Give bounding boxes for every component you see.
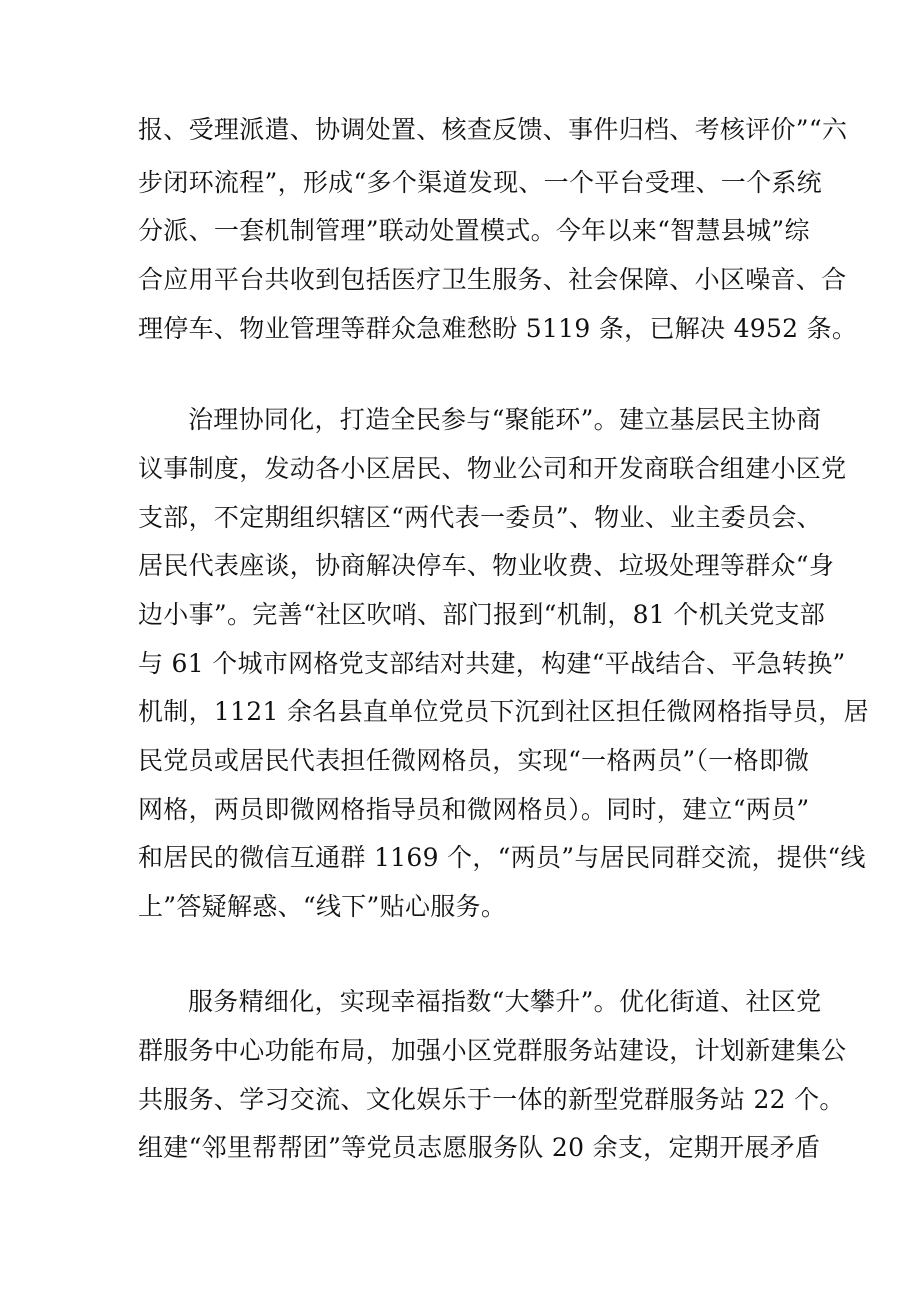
paragraph-line: 步闭环流程”，形成“多个渠道发现、一个平台受理、一个系统 bbox=[138, 168, 822, 197]
paragraph-line: 组建“邻里帮帮团”等党员志愿服务队 20 余支，定期开展矛盾 bbox=[138, 1133, 821, 1162]
paragraph-line: 支部，不定期组织辖区“两代表一委员”、物业、业主委员会、 bbox=[138, 503, 822, 532]
paragraph-line: 上”答疑解惑、“线下”贴心服务。 bbox=[138, 892, 507, 921]
paragraph-line: 群服务中心功能布局，加强小区党群服务站建设，计划新建集公 bbox=[138, 1036, 847, 1065]
paragraph-line: 报、受理派遣、协调处置、核查反馈、事件归档、考核评价”“六 bbox=[138, 115, 848, 144]
paragraph-line: 和居民的微信互通群 1169 个，“两员”与居民同群交流，提供“线 bbox=[138, 843, 866, 872]
paragraph-line: 合应用平台共收到包括医疗卫生服务、社会保障、小区噪音、合 bbox=[138, 265, 847, 294]
paragraph-line: 治理协同化，打造全民参与“聚能环”。建立基层民主协商 bbox=[188, 405, 822, 434]
paragraph-line: 服务精细化，实现幸福指数“大攀升”。优化街道、社区党 bbox=[188, 987, 822, 1016]
paragraph-line: 机制，1121 余名县直单位党员下沉到社区担任微网格指导员，居 bbox=[138, 697, 869, 726]
paragraph-line: 居民代表座谈，协商解决停车、物业收费、垃圾处理等群众“身 bbox=[138, 551, 835, 580]
paragraph-line: 与 61 个城市网格党支部结对共建，构建“平战结合、平急转换” bbox=[138, 649, 846, 678]
paragraph-line: 边小事”。完善“社区吹哨、部门报到“机制，81 个机关党支部 bbox=[138, 600, 826, 629]
paragraph-line: 网格，两员即微网格指导员和微网格员）。同时，建立“两员” bbox=[138, 795, 810, 824]
paragraph-line: 分派、一套机制管理”联动处置模式。今年以来“智慧县城”综 bbox=[138, 216, 810, 245]
paragraph-line: 民党员或居民代表担任微网格员，实现“一格两员”（一格即微 bbox=[138, 746, 810, 775]
paragraph-line: 议事制度，发动各小区居民、物业公司和开发商联合组建小区党 bbox=[138, 454, 847, 483]
paragraph-line: 理停车、物业管理等群众急难愁盼 5119 条，已解决 4952 条。 bbox=[138, 314, 858, 343]
paragraph-line: 共服务、学习交流、文化娱乐于一体的新型党群服务站 22 个。 bbox=[138, 1085, 845, 1114]
